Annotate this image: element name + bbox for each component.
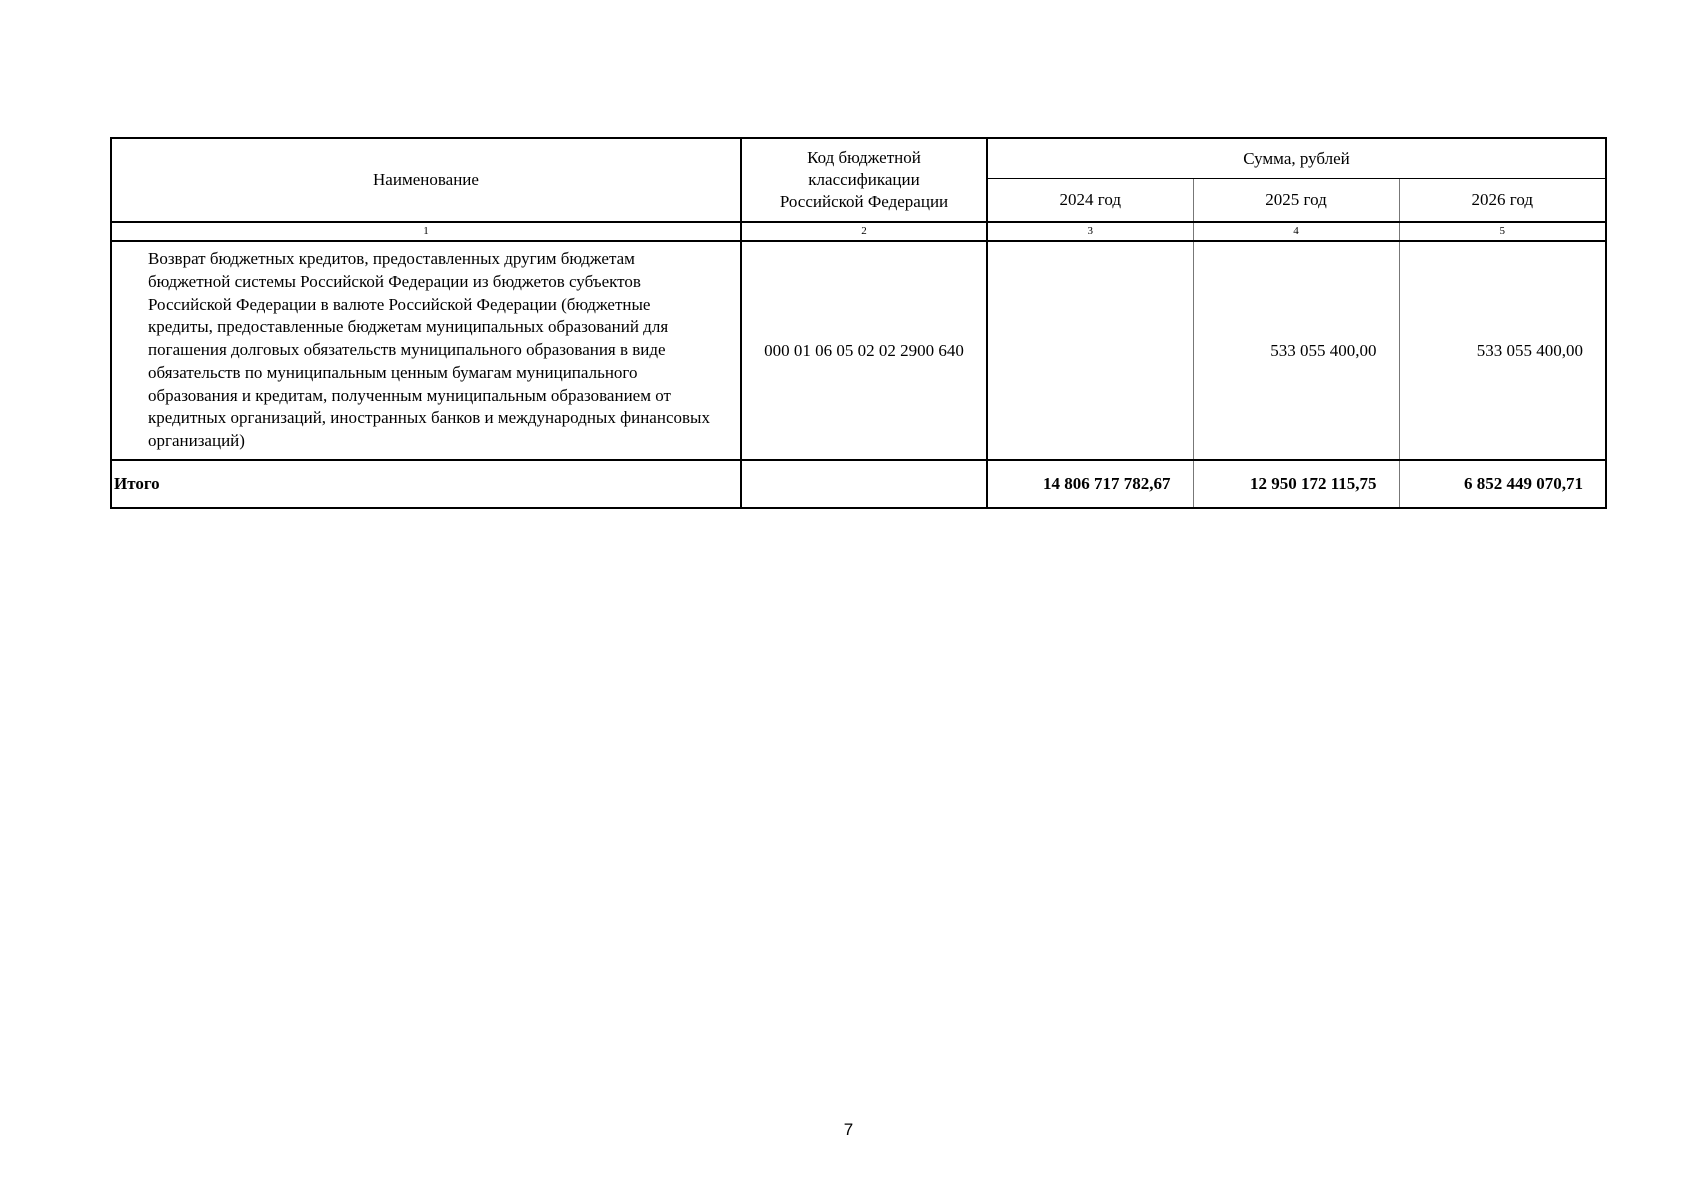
column-number: 1 xyxy=(111,222,741,241)
table-row xyxy=(111,241,1606,460)
column-number: 2 xyxy=(741,222,987,241)
column-number: 5 xyxy=(1399,222,1606,241)
total-amount-2024: 14 806 717 782,67 xyxy=(987,460,1193,508)
header-code: Код бюджетной классификации Российской Федерации xyxy=(741,138,987,222)
column-number-row xyxy=(111,222,1606,241)
row-amount-2025: 533 055 400,00 xyxy=(1193,241,1399,460)
column-number: 4 xyxy=(1193,222,1399,241)
page-number: 7 xyxy=(843,1120,854,1139)
row-code: 000 01 06 05 02 02 2900 640 xyxy=(741,241,987,460)
total-amount-2025: 12 950 172 115,75 xyxy=(1193,460,1399,508)
header-row xyxy=(111,138,1606,179)
total-row xyxy=(111,460,1606,508)
total-amount-2026: 6 852 449 070,71 xyxy=(1464,474,1584,493)
row-name: Возврат бюджетных кредитов, предоставленных другим бюджетам бюджетной системы Российской Федерации из бюджетов субъектов Российской Федерации в валюте Российской Федерации (бюджетные кредиты, предоставленные бюджетам муниципальных образований для погашения долговых обязательств муниципального образования в виде обязательств по муниципальным ценным бумагам муниципального образования и кредитам, полученным муниципальным образованием от кредитных организаций, иностранных банков и международных финансовых организаций) xyxy=(111,241,741,460)
budget-table xyxy=(110,137,1607,509)
row-amount-2024 xyxy=(987,241,1193,460)
row-amount-2026: 533 055 400,00 xyxy=(1399,241,1606,460)
column-number: 3 xyxy=(987,222,1193,241)
header-name: Наименование xyxy=(111,138,741,222)
total-code xyxy=(741,460,987,508)
total-label: Итого xyxy=(111,460,741,508)
header-year-2025: 2025 год xyxy=(1193,179,1399,223)
header-year-2026: 2026 год xyxy=(1399,179,1606,223)
header-sum: Сумма, рублей xyxy=(987,138,1606,179)
header-year-2024: 2024 год xyxy=(987,179,1193,223)
